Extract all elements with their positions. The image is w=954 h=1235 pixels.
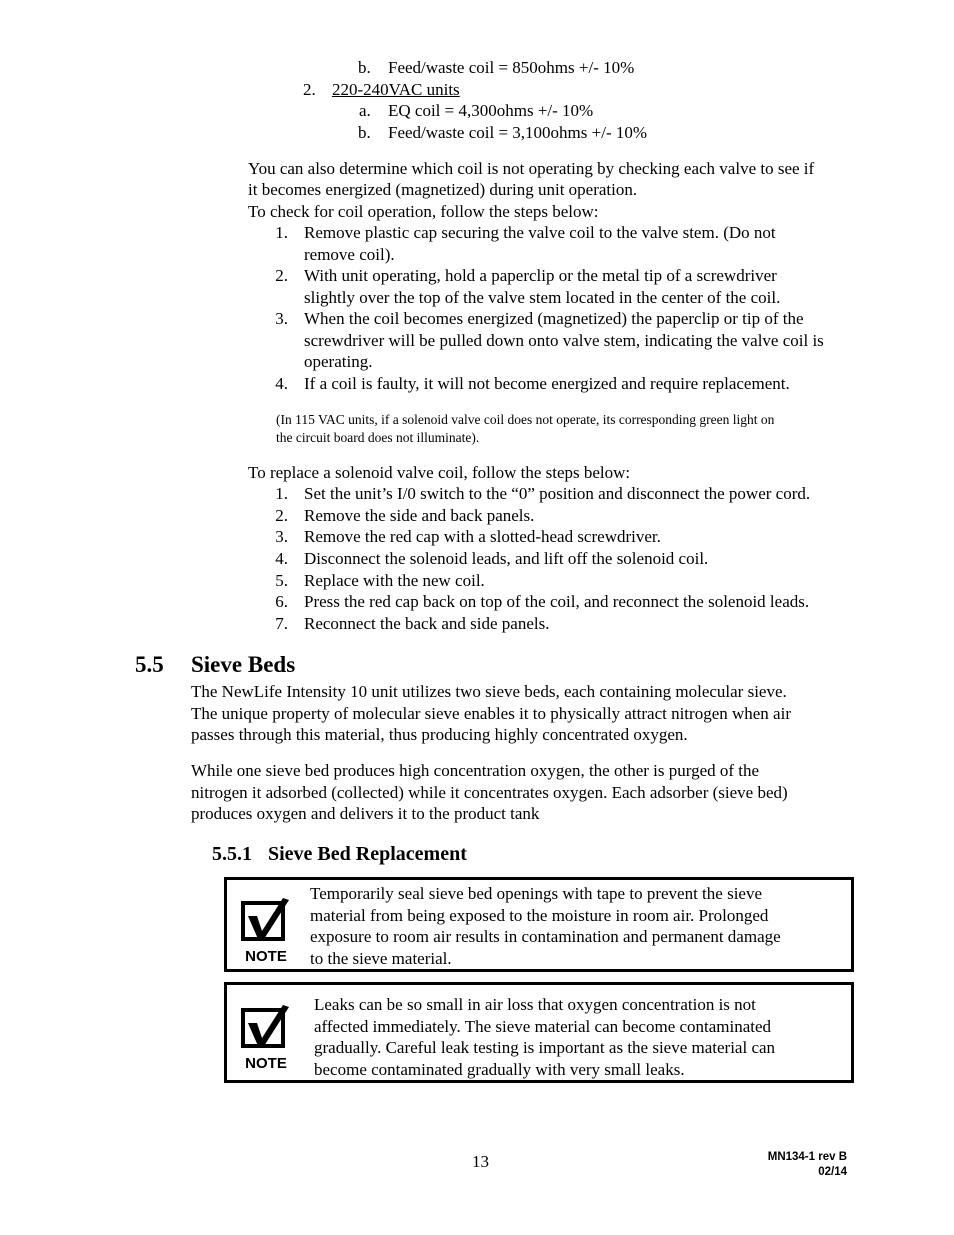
step-text: Set the unit’s I/0 switch to the “0” position and disconnect the power cord. [304, 484, 811, 503]
step-2-cont: slightly over the top of the valve stem located in the center of the coil. [304, 288, 781, 307]
paragraph-line: The NewLife Intensity 10 unit utilizes two sieve beds, each containing molecular sieve. [191, 682, 787, 701]
doc-date: 02/14 [818, 1166, 847, 1178]
subsection-number: 5.5.1 [212, 843, 252, 865]
small-note-line: (In 115 VAC units, if a solenoid valve coil does not operate, its corresponding green light on [276, 412, 775, 427]
paragraph-line: it becomes energized (magnetized) during unit operation. [248, 180, 638, 199]
subsection-title: Sieve Bed Replacement [268, 843, 467, 865]
list-item-b1 [358, 57, 635, 79]
step-number: 7. [275, 614, 288, 633]
step-text: Remove plastic cap securing the valve coil to the valve stem. (Do not [304, 223, 776, 242]
note-line: Leaks can be so small in air loss that oxygen concentration is not [314, 995, 756, 1014]
list-marker: b. [358, 123, 371, 142]
step-text: Disconnect the solenoid leads, and lift off the solenoid coil. [304, 549, 709, 568]
note-line: Temporarily seal sieve bed openings with tape to prevent the sieve [310, 884, 763, 903]
page-number: 13 [472, 1152, 489, 1171]
paragraph-line: nitrogen it adsorbed (collected) while it concentrates oxygen. Each adsorber (sieve bed) [191, 783, 788, 802]
step-number: 1. [275, 484, 288, 503]
step-text: Remove the side and back panels. [304, 506, 535, 525]
step-text: Replace with the new coil. [304, 571, 485, 590]
paragraph-line: The unique property of molecular sieve enables it to physically attract nitrogen when air [191, 704, 791, 723]
note-line: exposure to room air results in contamination and permanent damage [310, 927, 781, 946]
checkmark-icon [237, 894, 295, 964]
step-number: 4. [275, 549, 288, 568]
note-text [314, 994, 775, 1080]
note-label: NOTE [245, 948, 287, 964]
section-title: Sieve Beds [191, 652, 296, 677]
list-marker: 2. [303, 80, 316, 99]
note-box [224, 982, 854, 1083]
paragraph-line: You can also determine which coil is not operating by checking each valve to see if [248, 159, 815, 178]
step-1-cont: remove coil). [304, 245, 395, 264]
step-text: If a coil is faulty, it will not become energized and require replacement. [304, 374, 790, 393]
doc-id: MN134-1 rev B [767, 1151, 847, 1163]
paragraph-line: To check for coil operation, follow the steps below: [248, 202, 599, 221]
section-number: 5.5 [135, 652, 164, 677]
step-number: 5. [275, 571, 288, 590]
step-number: 3. [275, 309, 288, 328]
small-note-line: the circuit board does not illuminate). [276, 430, 480, 445]
step-number: 1. [275, 223, 288, 242]
note-label: NOTE [245, 1055, 287, 1071]
note-line: gradually. Careful leak testing is important as the sieve material can [314, 1038, 776, 1057]
step-text: Remove the red cap with a slotted-head screwdriver. [304, 527, 661, 546]
list-marker: a. [359, 101, 371, 120]
step-number: 2. [275, 506, 288, 525]
note-line: material from being exposed to the moisture in room air. Prolonged [310, 905, 769, 925]
list-item-2 [303, 79, 460, 101]
list-text: Feed/waste coil = 850ohms +/- 10% [388, 58, 635, 77]
step-number: 2. [275, 266, 288, 285]
checkmark-icon [237, 1001, 295, 1071]
list-item-a [359, 100, 594, 122]
list-text: EQ coil = 4,300ohms +/- 10% [388, 101, 594, 120]
note-box [224, 877, 854, 972]
list-heading-220-240vac: 220-240VAC units [332, 80, 460, 99]
paragraph-line: produces oxygen and delivers it to the product tank [191, 804, 540, 823]
step-text: With unit operating, hold a paperclip or the metal tip of a screwdriver [304, 266, 777, 285]
step-3-cont: operating. [304, 352, 373, 371]
note-line: become contaminated gradually with very small leaks. [314, 1059, 685, 1079]
doc-footer-id [700, 1150, 847, 1180]
step-text: Reconnect the back and side panels. [304, 614, 550, 633]
note-line: to the sieve material. [310, 948, 452, 968]
step-number: 4. [275, 374, 288, 393]
step-text: Press the red cap back on top of the coil, and reconnect the solenoid leads. [304, 592, 810, 611]
note-line: affected immediately. The sieve material can become contaminated [314, 1016, 772, 1036]
paragraph-line: passes through this material, thus producing highly concentrated oxygen. [191, 725, 688, 744]
step-3-cont: screwdriver will be pulled down onto valve stem, indicating the valve coil is [304, 331, 824, 350]
paragraph-line: While one sieve bed produces high concentration oxygen, the other is purged of the [191, 761, 760, 780]
note-text [310, 883, 781, 969]
list-marker: b. [358, 58, 371, 77]
list-item-b2 [358, 122, 648, 144]
step-number: 6. [275, 592, 288, 611]
list-text: Feed/waste coil = 3,100ohms +/- 10% [388, 123, 648, 142]
step-text: When the coil becomes energized (magnetized) the paperclip or tip of the [304, 309, 804, 328]
step-number: 3. [275, 527, 288, 546]
replace-coil-intro: To replace a solenoid valve coil, follow the steps below: [248, 463, 631, 482]
